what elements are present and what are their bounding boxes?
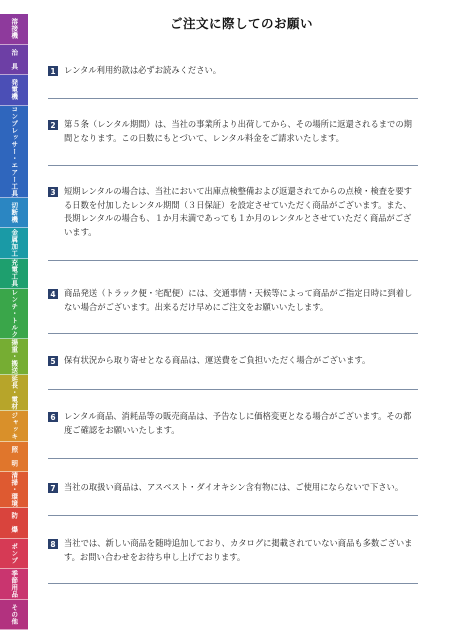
category-tab-label: 延長・電材 [10,375,19,410]
item-number-badge: 1 [48,66,58,76]
item-number-badge: 5 [48,356,58,366]
notice-item-2 [48,118,418,145]
divider [48,98,418,99]
item-number-badge: 4 [48,289,58,299]
item-number-badge: 8 [48,539,58,549]
category-tab-label: 治 具 [10,48,19,70]
item-number-badge: 6 [48,412,58,422]
category-tab-label: 切断機 [10,201,19,223]
divider [48,333,418,334]
notice-item-1 [48,64,418,78]
notice-text: 短期レンタルの場合は、当社において出庫点検整備および返還されてからの点検・検査を要する日数を付加したレンタル期間（３日保証）を設定させていただく商品がございます。また、長期レンタルの場合も、１か月未満であっても１か月のレンタルとさせていただく商品がございます。 [64,186,412,237]
category-tab-cordless-tools[interactable] [0,259,28,290]
category-tab-explosion-proof[interactable] [0,508,28,539]
item-number-badge: 3 [48,187,58,197]
category-tab-lifting[interactable] [0,339,28,375]
category-tab-welder[interactable] [0,14,28,45]
category-tab-label: 金属加工 [10,228,19,257]
category-tab-label: 清掃・環境 [10,472,19,507]
category-tab-label: 溶接機 [10,18,19,40]
category-tab-lighting[interactable] [0,442,28,473]
notice-text: 当社の取扱い商品は、アスベスト・ダイオキシン含有物には、ご使用にならないで下さい。 [64,482,404,492]
page-title: ご注文に際してのお願い [169,16,313,31]
category-tab-wrench[interactable] [0,289,28,339]
category-tab-cutter[interactable] [0,198,28,229]
category-tab-label: コンプレッサー・エアー工具 [10,105,19,197]
category-tab-label: 発電機 [10,79,19,101]
category-tab-compressor[interactable] [0,106,28,198]
category-tab-jack[interactable] [0,411,28,442]
category-tab-label: ポンプ [10,542,19,564]
category-tab-label: ジャッキ [10,411,19,440]
category-tab-generator[interactable] [0,75,28,106]
notice-item-5 [48,354,418,368]
notice-item-3 [48,185,418,239]
notice-item-7 [48,481,418,495]
notice-item-8 [48,537,418,564]
category-tab-jig[interactable] [0,45,28,76]
item-number-badge: 2 [48,120,58,130]
category-tab-label: 季節用品 [10,569,19,598]
divider [48,260,418,261]
category-tab-seasonal[interactable] [0,569,28,600]
divider [48,515,418,516]
category-tab-pump[interactable] [0,539,28,570]
divider [48,389,418,390]
category-tab-extension[interactable] [0,375,28,411]
divider [48,583,418,584]
notice-item-4 [48,287,418,314]
category-tab-label: 揚重・搬送 [10,339,19,374]
notice-text: 第５条（レンタル期間）は、当社の事業所より出荷してから、その場所に返還されるまでの期間となります。この日数にもとづいて、レンタル料金をご請求いたします。 [64,119,412,143]
category-tab-other[interactable] [0,600,28,631]
notice-text: 商品発送（トラック便・宅配便）には、交通事情・天候等によって商品がご指定日時に到着しない場合がございます。出来るだけ早めにご注文をお願いいたします。 [64,288,413,312]
notice-text: レンタル利用約款は必ずお読みください。 [64,65,222,75]
divider [48,458,418,459]
item-number-badge: 7 [48,483,58,493]
category-tab-label: その他 [10,603,19,625]
divider [48,165,418,166]
category-tab-metalwork[interactable] [0,228,28,259]
category-tab-label: 充電工具 [10,259,19,288]
notice-text: 当社では、新しい商品を随時追加しており、カタログに掲載されていない商品も多数ございます。お問い合わせをお待ち申し上げております。 [64,538,413,562]
category-tab-cleaning[interactable] [0,472,28,508]
category-sidebar [0,14,28,630]
category-tab-label: レンチ・トルク [10,289,19,338]
category-tab-label: 照 明 [10,445,19,467]
category-tab-label: 防 爆 [10,512,19,534]
notice-text: レンタル商品、消耗品等の販売商品は、予告なしに価格変更となる場合がございます。その都度ご確認をお願いいたします。 [64,411,412,435]
notice-item-6 [48,410,418,437]
notice-text: 保有状況から取り寄せとなる商品は、運送費をご負担いただく場合がございます。 [64,355,371,365]
